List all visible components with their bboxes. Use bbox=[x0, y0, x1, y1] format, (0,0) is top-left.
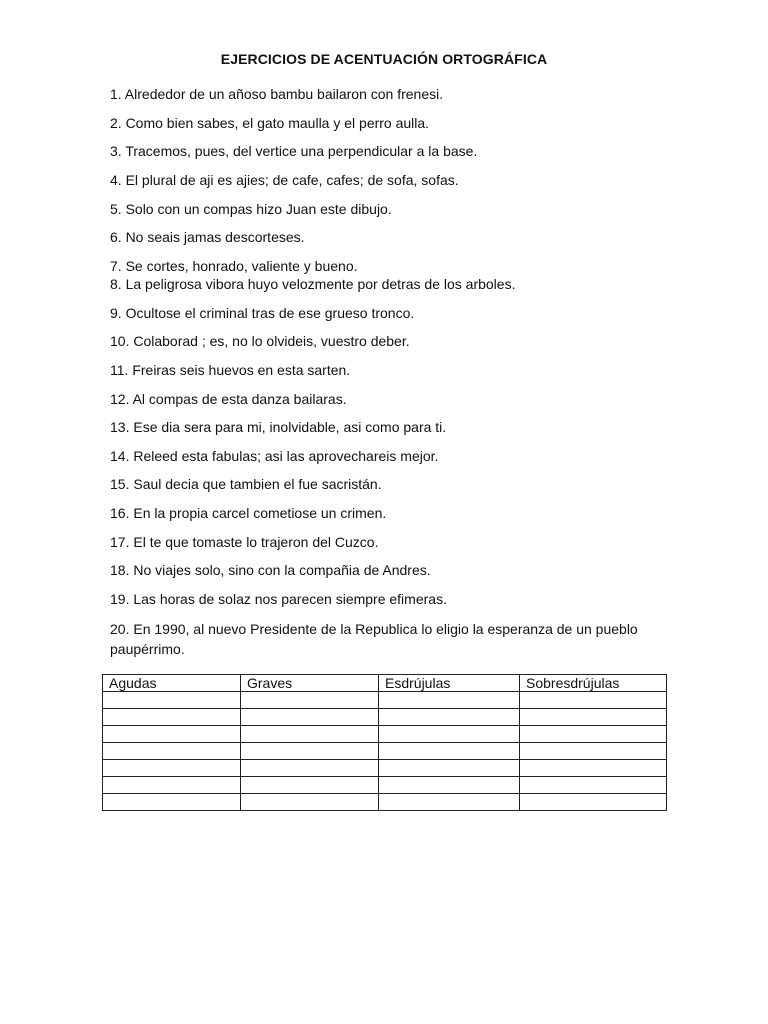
table-cell[interactable] bbox=[241, 726, 379, 743]
table-row bbox=[103, 692, 667, 709]
exercise-item: 4. El plural de aji es ajies; de cafe, cafes; de sofa, sofas. bbox=[110, 172, 459, 188]
table-cell[interactable] bbox=[103, 692, 241, 709]
table-cell[interactable] bbox=[520, 777, 667, 794]
exercise-item: 9. Ocultose el criminal tras de ese grueso tronco. bbox=[110, 305, 415, 321]
table-cell[interactable] bbox=[379, 760, 520, 777]
classification-table bbox=[102, 674, 667, 811]
table-row bbox=[103, 794, 667, 811]
exercise-item: 12. Al compas de esta danza bailaras. bbox=[110, 391, 347, 407]
table-row bbox=[103, 777, 667, 794]
table-cell[interactable] bbox=[520, 709, 667, 726]
table-cell[interactable] bbox=[520, 794, 667, 811]
table-cell[interactable] bbox=[241, 777, 379, 794]
table-cell[interactable] bbox=[379, 794, 520, 811]
table-cell[interactable] bbox=[103, 709, 241, 726]
exercise-item: 19. Las horas de solaz nos parecen siempre efimeras. bbox=[110, 591, 447, 607]
table-cell[interactable] bbox=[379, 743, 520, 760]
table-cell[interactable] bbox=[103, 726, 241, 743]
table-cell[interactable] bbox=[520, 760, 667, 777]
header-sobresdrujulas: Sobresdrújulas bbox=[520, 675, 667, 692]
exercise-item: 18. No viajes solo, sino con la compañia de Andres. bbox=[110, 562, 431, 578]
table-cell[interactable] bbox=[379, 692, 520, 709]
table-cell[interactable] bbox=[379, 726, 520, 743]
page-title: EJERCICIOS DE ACENTUACIÓN ORTOGRÁFICA bbox=[220, 51, 548, 67]
table-cell[interactable] bbox=[241, 709, 379, 726]
table-cell[interactable] bbox=[241, 743, 379, 760]
table-cell[interactable] bbox=[520, 726, 667, 743]
table-cell[interactable] bbox=[379, 777, 520, 794]
exercise-item: 14. Releed esta fabulas; asi las aprovechareis mejor. bbox=[110, 448, 439, 464]
table-header-row bbox=[103, 675, 667, 692]
table-cell[interactable] bbox=[103, 777, 241, 794]
exercise-item: 10. Colaborad ; es, no lo olvideis, vuestro deber. bbox=[110, 333, 410, 349]
table-row bbox=[103, 760, 667, 777]
header-esdrujulas: Esdrújulas bbox=[379, 675, 520, 692]
exercise-item: 11. Freiras seis huevos en esta sarten. bbox=[110, 362, 351, 378]
header-graves: Graves bbox=[241, 675, 379, 692]
table-row bbox=[103, 743, 667, 760]
table-cell[interactable] bbox=[103, 743, 241, 760]
table-cell[interactable] bbox=[379, 709, 520, 726]
table-cell[interactable] bbox=[103, 760, 241, 777]
exercise-item: 20. En 1990, al nuevo Presidente de la Republica lo eligio la esperanza de un pueblo paupérrimo. bbox=[110, 621, 638, 657]
table-cell[interactable] bbox=[241, 692, 379, 709]
exercise-item: 1. Alrededor de un añoso bambu bailaron con frenesi. bbox=[110, 86, 444, 102]
exercise-item: 8. La peligrosa vibora huyo velozmente por detras de los arboles. bbox=[110, 276, 516, 292]
exercise-item: 13. Ese dia sera para mi, inolvidable, asi como para ti. bbox=[110, 419, 447, 435]
table-cell[interactable] bbox=[103, 794, 241, 811]
exercise-item: 7. Se cortes, honrado, valiente y bueno. bbox=[110, 258, 358, 274]
exercise-item: 16. En la propia carcel cometiose un crimen. bbox=[110, 505, 387, 521]
table-cell[interactable] bbox=[520, 743, 667, 760]
table-cell[interactable] bbox=[241, 760, 379, 777]
exercise-item: 5. Solo con un compas hizo Juan este dibujo. bbox=[110, 201, 392, 217]
exercise-item: 3. Tracemos, pues, del vertice una perpendicular a la base. bbox=[110, 143, 478, 159]
table-cell[interactable] bbox=[520, 692, 667, 709]
table-cell[interactable] bbox=[241, 794, 379, 811]
exercise-item: 17. El te que tomaste lo trajeron del Cuzco. bbox=[110, 534, 379, 550]
exercise-item: 2. Como bien sabes, el gato maulla y el perro aulla. bbox=[110, 115, 430, 131]
table-row bbox=[103, 709, 667, 726]
header-agudas: Agudas bbox=[103, 675, 241, 692]
table-row bbox=[103, 726, 667, 743]
exercise-item: 15. Saul decia que tambien el fue sacristán. bbox=[110, 476, 382, 492]
exercise-item: 6. No seais jamas descorteses. bbox=[110, 229, 305, 245]
